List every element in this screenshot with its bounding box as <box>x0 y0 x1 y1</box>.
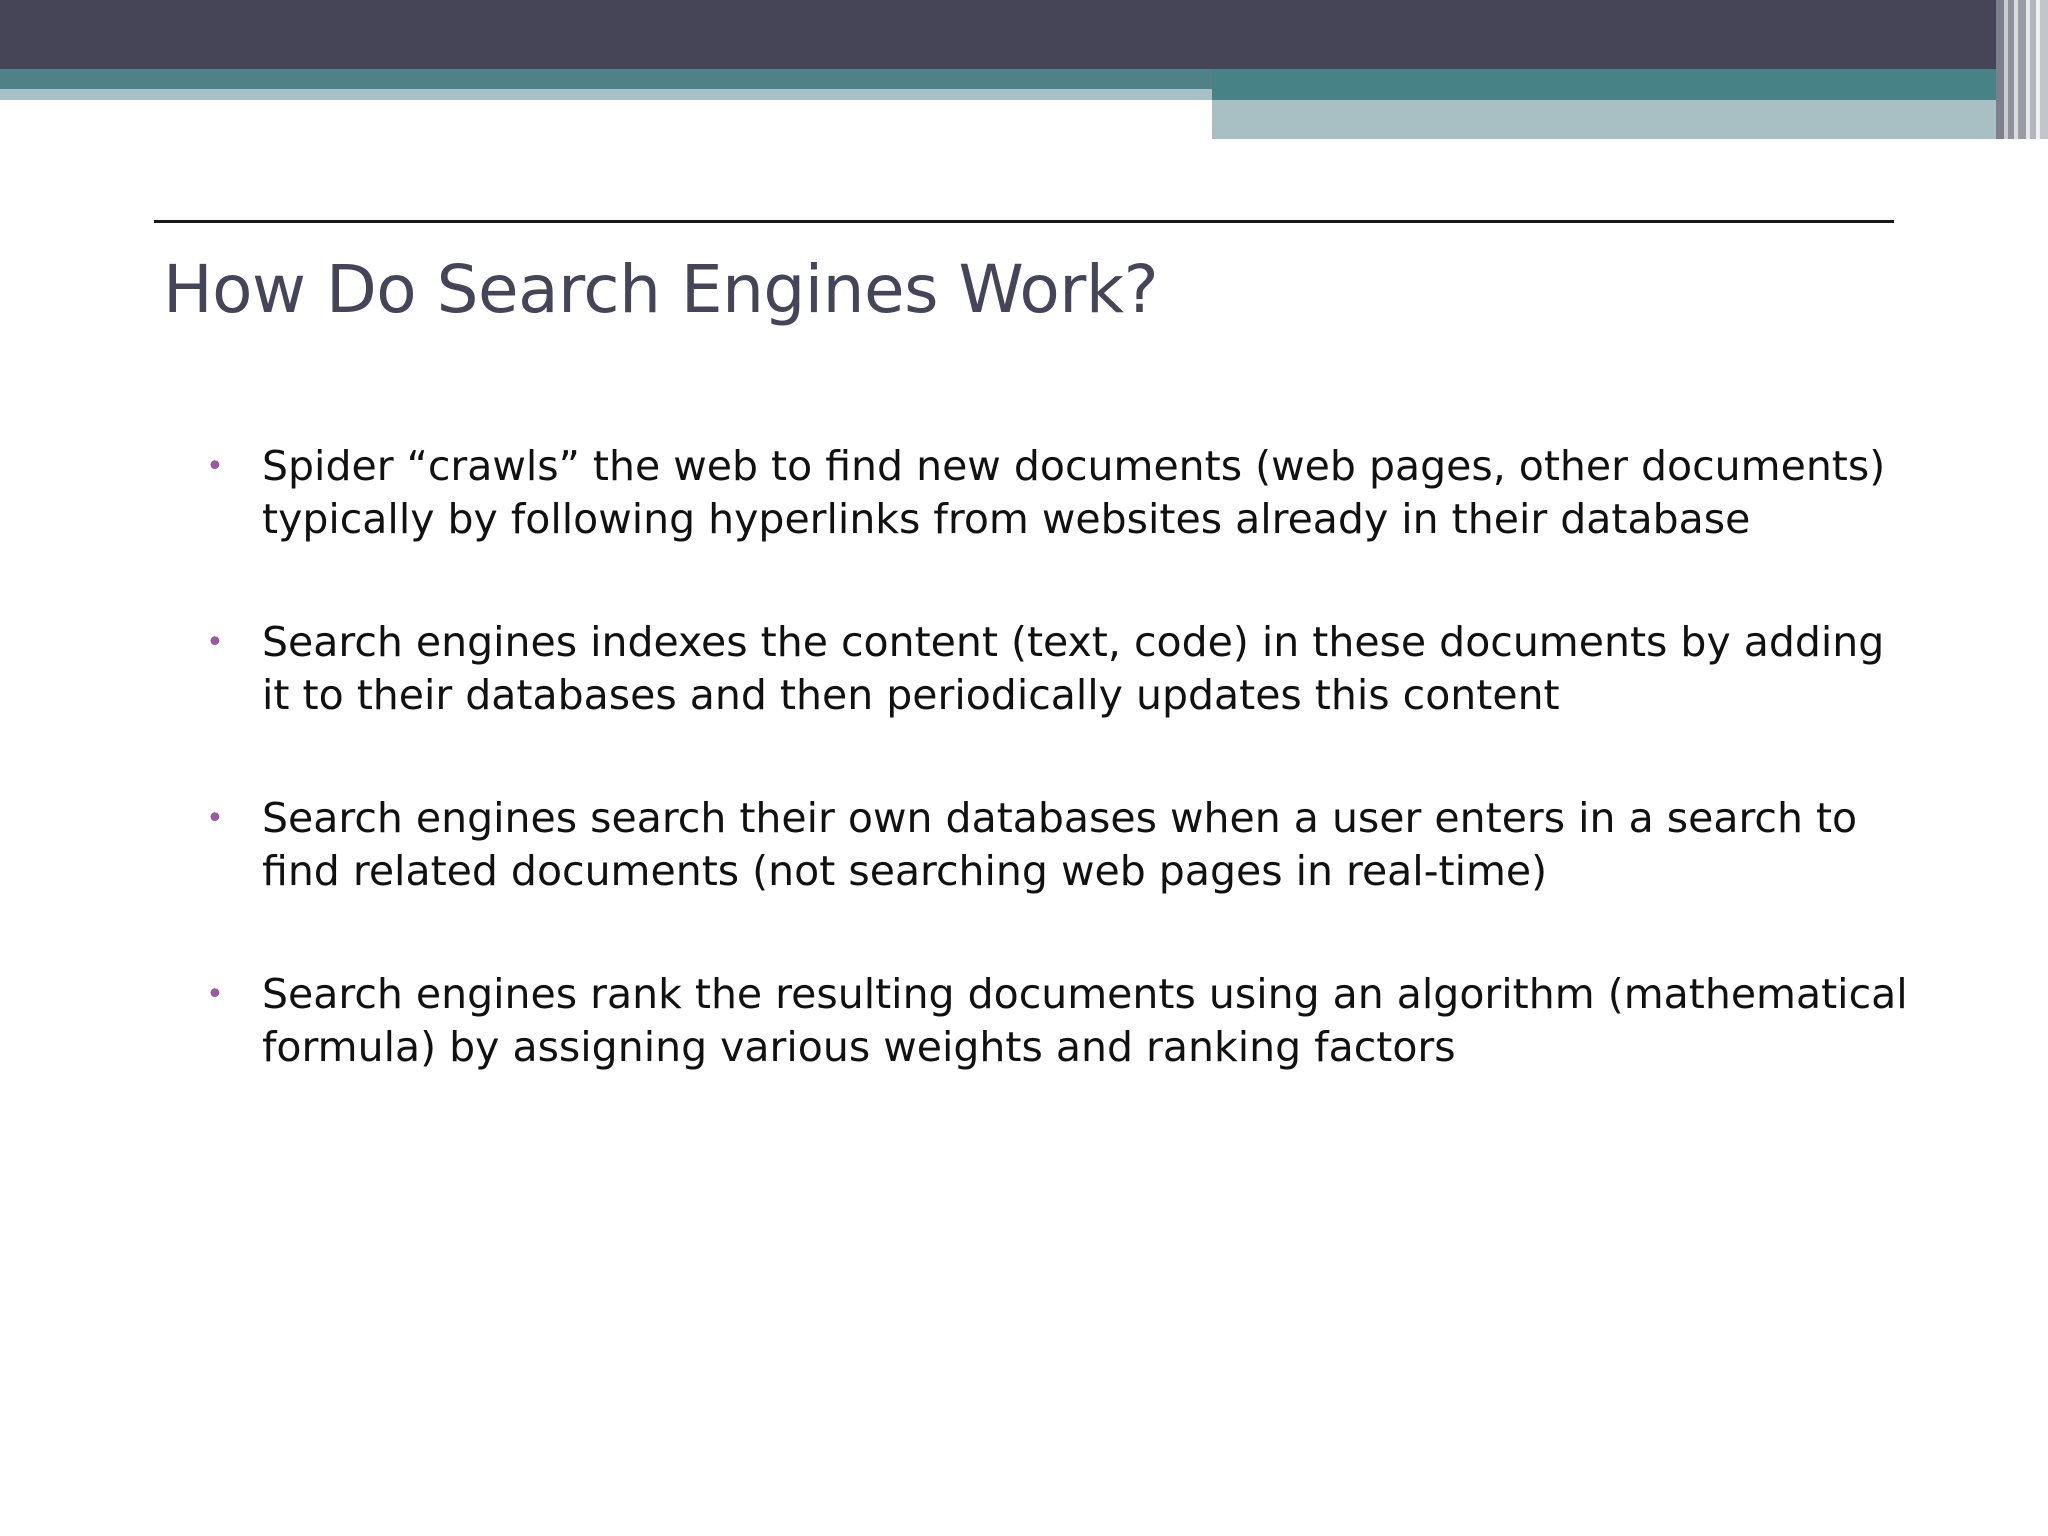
header-band-dark <box>0 0 2048 69</box>
header-stripe-accent <box>1984 0 2048 139</box>
bullet-line: formula) by assigning various weights and ranking factors <box>262 1023 1456 1071</box>
title-divider <box>154 220 1894 223</box>
bullet-item <box>200 440 1920 546</box>
header-band-teal-right <box>1212 69 2048 100</box>
bullet-line: find related documents (not searching web pages in real-time) <box>262 847 1548 895</box>
bullet-marker: • <box>206 625 224 660</box>
header-band-light-right <box>1212 100 2048 139</box>
bullet-marker: • <box>206 977 224 1012</box>
bullet-line: it to their databases and then periodically updates this content <box>262 671 1560 719</box>
bullet-line: Spider “crawls” the web to find new documents (web pages, other documents) <box>262 442 1886 490</box>
bullet-line: Search engines indexes the content (text, code) in these documents by adding <box>262 618 1885 666</box>
bullet-item <box>200 792 1920 898</box>
header-band-light-left <box>0 89 1212 100</box>
bullet-item <box>200 968 1920 1074</box>
bullet-line: Search engines rank the resulting documents using an algorithm (mathematical <box>262 970 1908 1018</box>
bullet-marker: • <box>206 801 224 836</box>
slide-title: How Do Search Engines Work? <box>163 251 1159 328</box>
bullet-line: typically by following hyperlinks from websites already in their database <box>262 495 1751 543</box>
header-band-teal-left <box>0 69 1212 89</box>
header-stripe <box>1996 0 2004 139</box>
bullet-marker: • <box>206 449 224 484</box>
bullet-line: Search engines search their own databases when a user enters in a search to <box>262 794 1858 842</box>
header-stripe <box>2018 0 2026 139</box>
bullet-list <box>200 440 1920 1144</box>
bullet-item <box>200 616 1920 722</box>
header-stripe <box>2040 0 2048 139</box>
